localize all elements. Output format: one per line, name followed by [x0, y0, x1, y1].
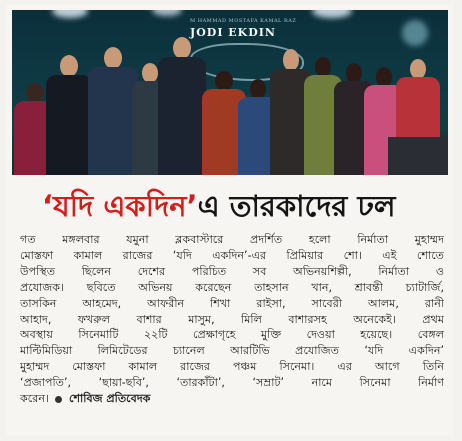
article-line: আহাদ, ফখরুল বাশার মাসুম, মিলি বাশারসহ অনেকেই। প্রথম [20, 312, 444, 326]
byline-bullet-icon [55, 396, 62, 403]
article-line: গত মঙ্গলবার যমুনা ব্লকবাস্টারে প্রদর্শিত হলো নির্মাতা মুহাম্মদ [20, 233, 444, 246]
article-closing-text: করেন। [20, 392, 49, 406]
backdrop-credit: M HAMMAD MOSTAFA KAMAL RAZ [190, 18, 297, 24]
headline [42, 184, 442, 228]
stage-light [52, 10, 88, 18]
article-line: মুহাম্মদ মোস্তফা কামাল রাজের পঞ্চম সিনেমা। এর আগে তিনি [20, 360, 444, 374]
article-line: তাসকিন আহমেদ, আফরীন শিখা রাইসা, সাবেরী আলম, রানী [20, 296, 444, 310]
article-line: মোস্তফা কামাল রাজের ‘যদি একদিন’-এর প্রিমিয়ার শো। এই শোতে [20, 248, 444, 262]
stage-light [402, 20, 428, 46]
stage-table [388, 137, 448, 175]
person-figure [46, 55, 92, 175]
article-line: ‘প্রজাপতি’, ‘ছায়া-ছবি’, ‘তারকাঁটা’, ‘সম্রাট’ নামে সিনেমা নির্মাণ [20, 376, 444, 390]
person-figure [88, 47, 138, 175]
headline-film-title: ‘যদি একদিন’ [42, 189, 198, 223]
article-line: উপস্থিত ছিলেন দেশের পরিচিত সব অভিনয়শিল্পী, নির্মাতা ও [20, 264, 444, 278]
byline: শোবিজ প্রতিবেদক [68, 392, 151, 406]
article-body [20, 232, 444, 407]
person-figure [158, 37, 206, 175]
event-photo [12, 10, 448, 175]
headline-rest: এ তারকাদের ঢল [197, 189, 396, 223]
article-last-line [20, 391, 444, 407]
stage-light [152, 10, 182, 16]
backdrop-title: JODI EKDIN [190, 26, 276, 39]
newspaper-clipping [6, 4, 454, 436]
article-line: প্রযোজক। ছবিতে অভিনয় করেছেন তাহসান খান, শ্রাবন্তী চ্যাটার্জি, [20, 280, 444, 294]
stage-light [312, 10, 352, 18]
article-line: মাল্টিমিডিয়া লিমিটেডের চ্যানেল আরটিভি প্রযোজিত ‘যদি একদিন’ [20, 344, 444, 358]
article-line: অবস্থায় সিনেমাটি ২২টি প্রেক্ষাগৃহে মুক্তি দেওয়া হয়েছে। বেঙ্গল [20, 328, 444, 342]
